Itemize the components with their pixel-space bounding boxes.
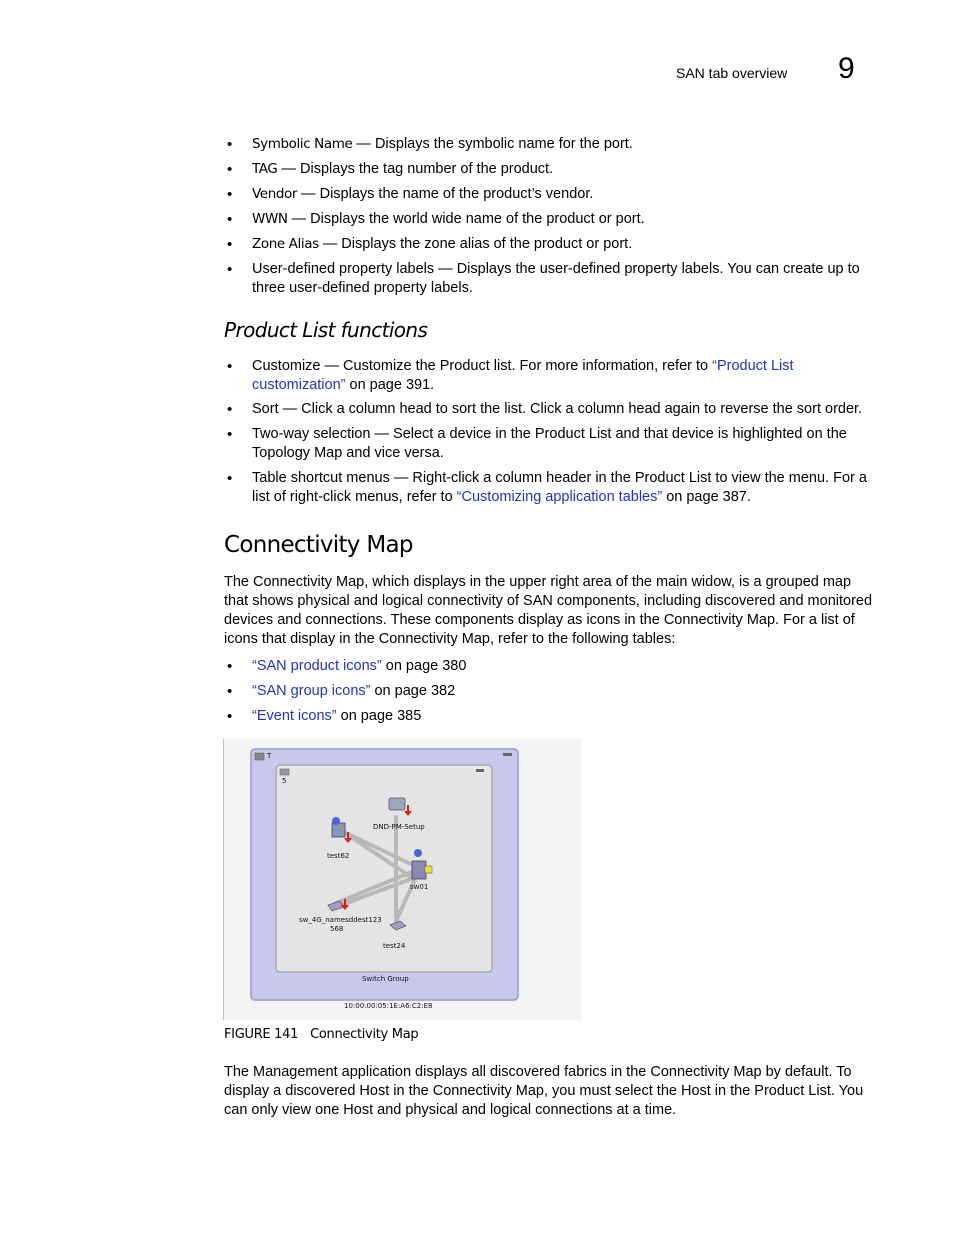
node-label: test24 <box>383 942 406 950</box>
san-group-icons-link[interactable]: “SAN group icons” <box>252 683 371 699</box>
list-item: • User-defined property labels — Displays the user-defined property labels. You can create up to three user-defined property labels. <box>227 261 860 296</box>
fabric-wwn-label: 10:00:00:05:1E:A6:C2:E8 <box>344 1002 433 1010</box>
event-icons-link[interactable]: “Event icons” <box>252 708 337 724</box>
switch-icon[interactable] <box>412 861 426 879</box>
group-count-label: 5 <box>282 777 287 785</box>
host-icon[interactable] <box>332 823 345 837</box>
node-label: 568 <box>330 925 344 933</box>
connectivity-map-heading: Connectivity Map <box>224 532 413 558</box>
list-item: • Zone Alias — Displays the zone alias of the product or port. <box>227 236 633 253</box>
intro-paragraph: The Connectivity Map, which displays in the upper right area of the main widow, is a grouped map that shows physical and logical connectivity of SAN components, including discovered and monitored devices and connections. These components display as icons in the Connectivity Map. For a list of icons that display in the Connectivity Map, refer to the following tables: <box>224 574 873 647</box>
list-item: • Vendor — Displays the name of the product’s vendor. <box>227 186 594 203</box>
list-item: • Customize — Customize the Product list. For more information, refer to “Product List customization” on page 391. <box>227 358 794 393</box>
customizing-tables-link[interactable]: “Customizing application tables” <box>456 489 663 505</box>
node-label: sw01 <box>410 883 429 891</box>
product-list-customization-link[interactable]: “Product List customization” <box>252 358 794 393</box>
switch-group-icon <box>280 769 289 775</box>
san-product-icons-link[interactable]: “SAN product icons” <box>252 658 382 674</box>
v-badge-icon <box>332 817 340 825</box>
collapse-icon[interactable] <box>476 769 484 772</box>
chapter-number: 9 <box>838 52 855 85</box>
connectivity-map-figure <box>223 739 581 1020</box>
node-label: DND-PM-Setup <box>373 823 425 831</box>
list-item: • Two-way selection — Select a device in the Product List and that device is highlighted on the Topology Map and vice versa. <box>227 426 847 461</box>
list-item: • “Event icons” on page 385 <box>227 708 422 725</box>
node-label: sw_4G_namesddest123 <box>299 916 382 924</box>
storage-device-icon[interactable] <box>389 798 405 810</box>
list-item: • WWN — Displays the world wide name of the product or port. <box>227 211 645 228</box>
list-item: • “SAN group icons” on page 382 <box>227 683 456 700</box>
figure-caption: FIGURE 141 Connectivity Map <box>224 1027 419 1042</box>
node-label: test62 <box>327 852 350 860</box>
closing-paragraph: The Management application displays all discovered fabrics in the Connectivity Map by default. To display a discovered Host in the Connectivity Map, you must select the Host in the Product List. You can only view one Host and physical and logical connections at a time. <box>224 1064 864 1118</box>
running-header: SAN tab overview <box>676 65 788 81</box>
v-badge-icon <box>414 849 422 857</box>
list-item: • Table shortcut menus — Right-click a column header in the Product List to view the menu. For a list of right-click menus, refer to “Customizing application tables” on page 387. <box>227 470 867 505</box>
product-list-heading: Product List functions <box>224 318 428 342</box>
fabric-label: T <box>267 752 272 760</box>
list-item: • Symbolic Name — Displays the symbolic name for the port. <box>227 136 633 153</box>
list-item: • “SAN product icons” on page 380 <box>227 658 467 675</box>
fabric-icon <box>255 753 264 760</box>
list-item: • Sort — Click a column head to sort the list. Click a column head again to reverse the sort order. <box>227 401 863 418</box>
list-item: • TAG — Displays the tag number of the product. <box>227 161 554 178</box>
switch-group-label: Switch Group <box>362 975 409 983</box>
collapse-icon[interactable] <box>503 753 512 756</box>
warning-badge-icon <box>425 866 432 873</box>
switch-group-box[interactable] <box>276 765 492 972</box>
